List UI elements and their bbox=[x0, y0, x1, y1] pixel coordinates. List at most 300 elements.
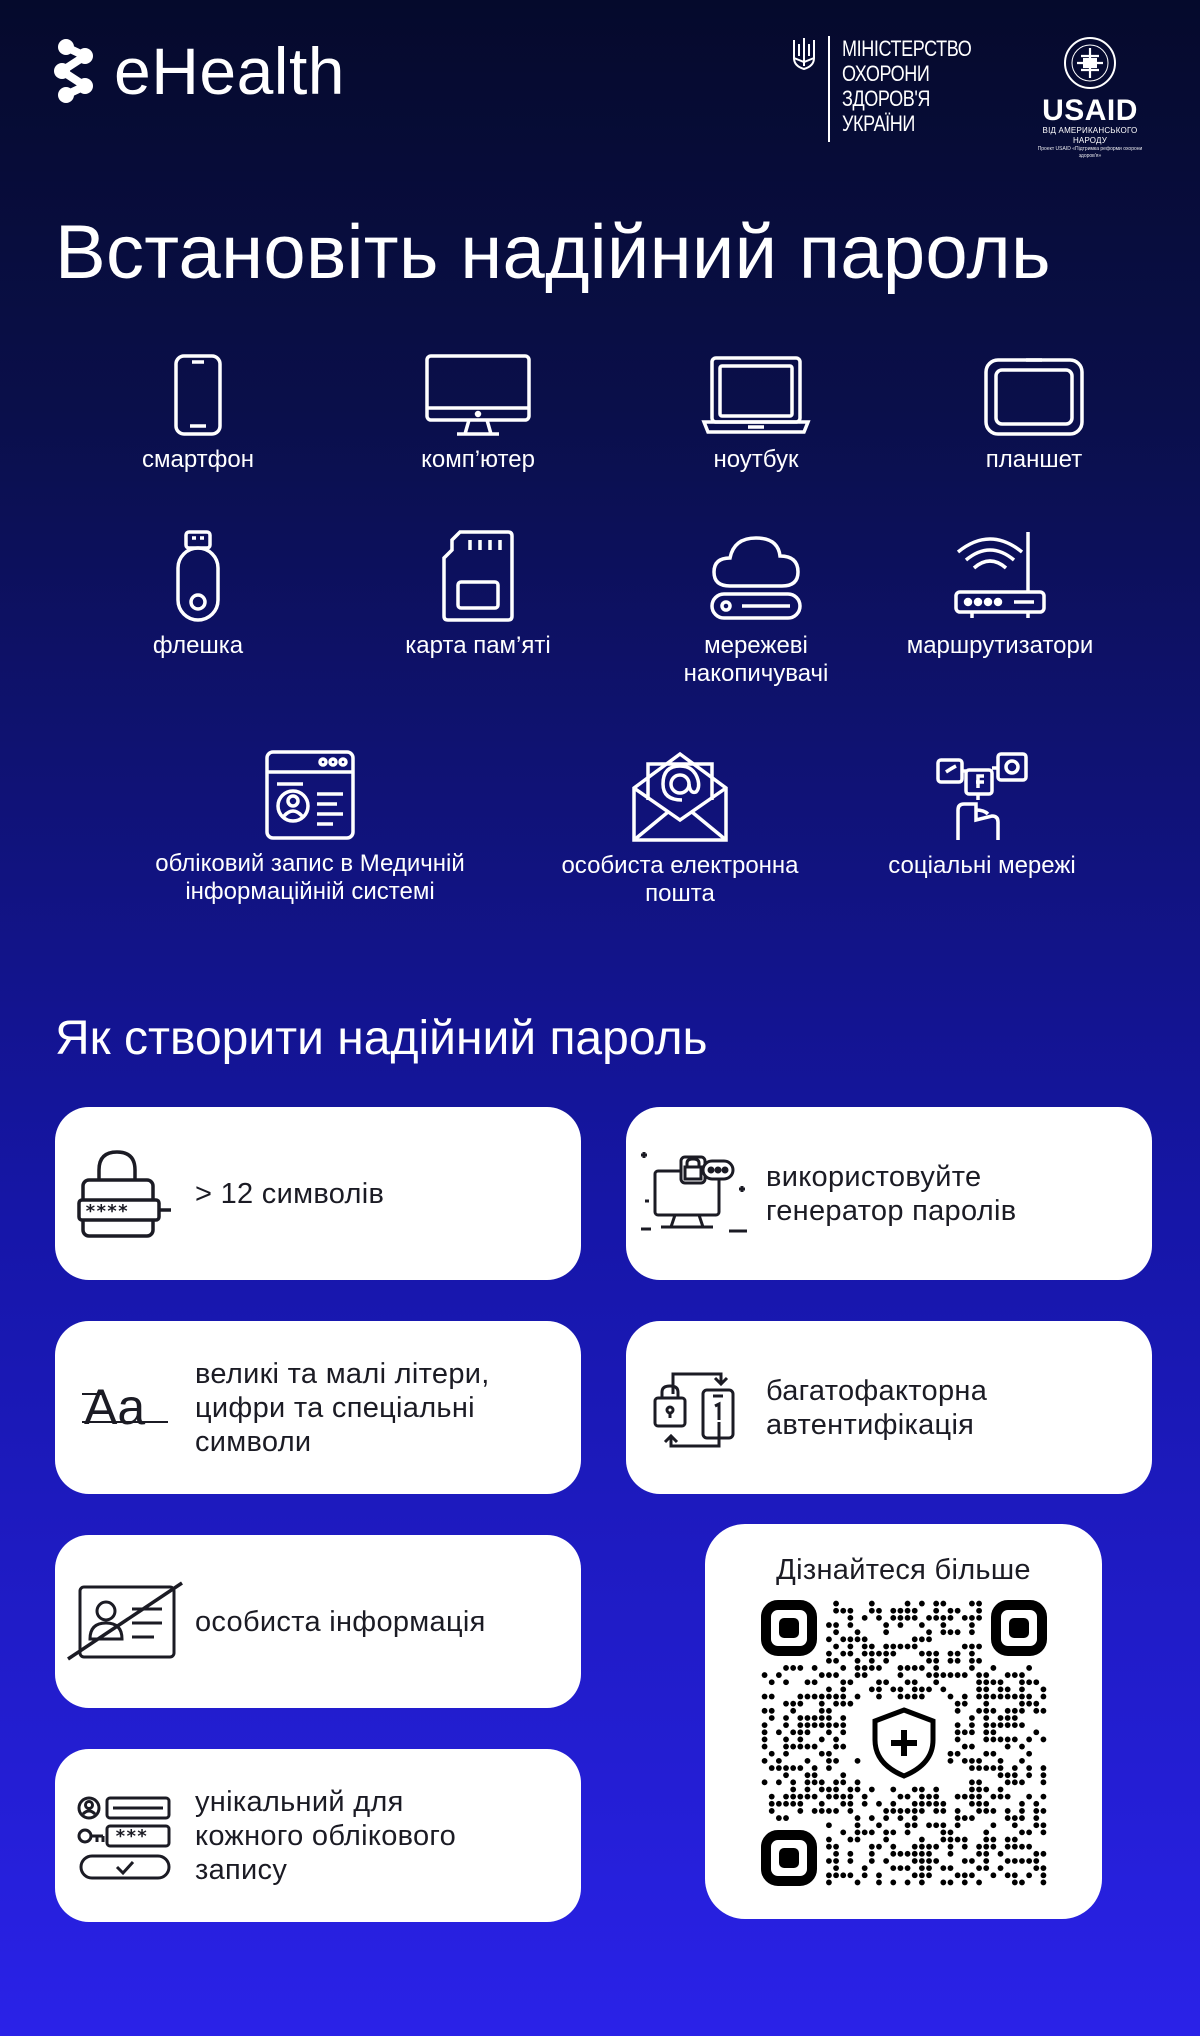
qr-module bbox=[983, 1722, 989, 1728]
qr-module bbox=[898, 1686, 904, 1692]
qr-module bbox=[933, 1672, 939, 1678]
qr-module bbox=[1019, 1880, 1025, 1886]
qr-module bbox=[1019, 1744, 1025, 1750]
email-envelope-icon bbox=[630, 748, 730, 844]
qr-module bbox=[955, 1815, 961, 1821]
qr-module bbox=[1033, 1801, 1039, 1807]
qr-module bbox=[833, 1622, 839, 1628]
tip-card-generator bbox=[626, 1107, 1152, 1280]
qr-module bbox=[876, 1651, 882, 1657]
qr-module bbox=[797, 1694, 803, 1700]
qr-module bbox=[976, 1615, 982, 1621]
qr-module bbox=[948, 1880, 954, 1886]
qr-module bbox=[805, 1679, 811, 1685]
qr-module bbox=[926, 1615, 932, 1621]
qr-module bbox=[1012, 1672, 1018, 1678]
qr-module bbox=[1005, 1815, 1011, 1821]
qr-module bbox=[890, 1829, 896, 1835]
qr-module bbox=[869, 1651, 875, 1657]
qr-module bbox=[905, 1829, 911, 1835]
qr-module bbox=[1019, 1844, 1025, 1850]
usb-flash-icon bbox=[168, 528, 228, 624]
qr-module bbox=[926, 1822, 932, 1828]
qr-module bbox=[876, 1872, 882, 1878]
qr-module bbox=[898, 1672, 904, 1678]
qr-module bbox=[769, 1765, 775, 1771]
qr-module bbox=[847, 1679, 853, 1685]
qr-module bbox=[983, 1672, 989, 1678]
qr-module bbox=[1026, 1665, 1032, 1671]
qr-module bbox=[776, 1801, 782, 1807]
qr-module bbox=[826, 1708, 832, 1714]
qr-module bbox=[847, 1872, 853, 1878]
qr-module bbox=[948, 1615, 954, 1621]
page-title: Встановіть надійний пароль bbox=[55, 210, 1051, 295]
qr-module bbox=[948, 1837, 954, 1843]
qr-module bbox=[962, 1837, 968, 1843]
tip-card-mfa bbox=[626, 1321, 1152, 1494]
tablet-icon bbox=[982, 352, 1086, 438]
qr-module bbox=[976, 1765, 982, 1771]
qr-module bbox=[1033, 1858, 1039, 1864]
qr-module bbox=[905, 1644, 911, 1650]
qr-module bbox=[976, 1794, 982, 1800]
qr-module bbox=[990, 1837, 996, 1843]
qr-module bbox=[933, 1608, 939, 1614]
qr-module bbox=[933, 1665, 939, 1671]
qr-module bbox=[840, 1722, 846, 1728]
qr-module bbox=[876, 1615, 882, 1621]
qr-card[interactable] bbox=[705, 1524, 1102, 1919]
qr-module bbox=[840, 1694, 846, 1700]
qr-module bbox=[1026, 1701, 1032, 1707]
qr-module bbox=[998, 1679, 1004, 1685]
qr-module bbox=[1019, 1801, 1025, 1807]
tip-text: використовуйте генератор паролів bbox=[766, 1160, 1017, 1227]
letters-aa-icon bbox=[80, 1378, 170, 1438]
qr-module bbox=[876, 1686, 882, 1692]
device-router: маршрутизатори bbox=[880, 528, 1120, 660]
ministry-divider bbox=[828, 36, 830, 142]
qr-module bbox=[855, 1779, 861, 1785]
qr-module bbox=[805, 1787, 811, 1793]
qr-module bbox=[847, 1858, 853, 1864]
account-window-icon bbox=[263, 748, 357, 842]
qr-module bbox=[912, 1858, 918, 1864]
qr-module bbox=[962, 1729, 968, 1735]
qr-module bbox=[847, 1701, 853, 1707]
qr-module bbox=[776, 1779, 782, 1785]
qr-module bbox=[847, 1851, 853, 1857]
qr-module bbox=[976, 1686, 982, 1692]
qr-module bbox=[969, 1651, 975, 1657]
qr-module bbox=[890, 1787, 896, 1793]
qr-module bbox=[962, 1815, 968, 1821]
qr-module bbox=[1019, 1779, 1025, 1785]
qr-module bbox=[962, 1615, 968, 1621]
qr-module bbox=[1019, 1701, 1025, 1707]
qr-module bbox=[1005, 1837, 1011, 1843]
qr-module bbox=[948, 1865, 954, 1871]
qr-module bbox=[955, 1751, 961, 1757]
tip-text: унікальний для кожного облікового запису bbox=[195, 1785, 457, 1886]
qr-module bbox=[990, 1872, 996, 1878]
network-storage-icon bbox=[706, 528, 806, 624]
qr-module bbox=[797, 1808, 803, 1814]
qr-module bbox=[1033, 1865, 1039, 1871]
qr-module bbox=[948, 1758, 954, 1764]
ministry-name: МІНІСТЕРСТВО ОХОРОНИ ЗДОРОВ'Я УКРАЇНИ bbox=[842, 36, 972, 136]
qr-module bbox=[912, 1608, 918, 1614]
qr-module bbox=[1026, 1829, 1032, 1835]
qr-module bbox=[983, 1708, 989, 1714]
qr-module bbox=[776, 1758, 782, 1764]
qr-module bbox=[962, 1672, 968, 1678]
qr-module bbox=[898, 1794, 904, 1800]
qr-module bbox=[990, 1737, 996, 1743]
qr-module bbox=[840, 1729, 846, 1735]
qr-module bbox=[783, 1772, 789, 1778]
qr-module bbox=[762, 1672, 768, 1678]
qr-module bbox=[1005, 1744, 1011, 1750]
qr-module bbox=[976, 1851, 982, 1857]
qr-module bbox=[826, 1872, 832, 1878]
qr-module bbox=[883, 1837, 889, 1843]
qr-module bbox=[955, 1822, 961, 1828]
qr-module bbox=[983, 1801, 989, 1807]
qr-module bbox=[883, 1808, 889, 1814]
qr-module bbox=[940, 1801, 946, 1807]
qr-module bbox=[912, 1665, 918, 1671]
qr-module bbox=[826, 1880, 832, 1886]
qr-module bbox=[1026, 1694, 1032, 1700]
qr-module bbox=[790, 1701, 796, 1707]
qr-module bbox=[898, 1808, 904, 1814]
qr-module bbox=[969, 1658, 975, 1664]
qr-module bbox=[955, 1701, 961, 1707]
qr-module bbox=[762, 1779, 768, 1785]
qr-module bbox=[812, 1765, 818, 1771]
qr-module bbox=[862, 1665, 868, 1671]
qr-module bbox=[969, 1629, 975, 1635]
qr-module bbox=[826, 1758, 832, 1764]
device-laptop: ноутбук bbox=[636, 352, 876, 474]
qr-module bbox=[833, 1672, 839, 1678]
qr-module bbox=[912, 1844, 918, 1850]
qr-module bbox=[833, 1629, 839, 1635]
qr-module bbox=[826, 1822, 832, 1828]
qr-module bbox=[833, 1744, 839, 1750]
qr-module bbox=[926, 1686, 932, 1692]
qr-module bbox=[969, 1794, 975, 1800]
qr-module bbox=[1041, 1822, 1047, 1828]
qr-module bbox=[883, 1815, 889, 1821]
section-title: Як створити надійний пароль bbox=[55, 1012, 708, 1065]
qr-module bbox=[1012, 1708, 1018, 1714]
qr-module bbox=[955, 1808, 961, 1814]
qr-module bbox=[826, 1751, 832, 1757]
qr-module bbox=[783, 1751, 789, 1757]
qr-module bbox=[1005, 1794, 1011, 1800]
qr-module bbox=[1012, 1822, 1018, 1828]
qr-module bbox=[819, 1722, 825, 1728]
qr-module bbox=[855, 1672, 861, 1678]
qr-module bbox=[840, 1636, 846, 1642]
qr-module bbox=[855, 1636, 861, 1642]
qr-module bbox=[940, 1622, 946, 1628]
qr-module bbox=[797, 1665, 803, 1671]
qr-module bbox=[962, 1758, 968, 1764]
qr-module bbox=[883, 1858, 889, 1864]
qr-module bbox=[948, 1608, 954, 1614]
qr-module bbox=[976, 1644, 982, 1650]
qr-module bbox=[998, 1715, 1004, 1721]
qr-module bbox=[876, 1608, 882, 1614]
qr-module bbox=[862, 1644, 868, 1650]
qr-module bbox=[926, 1651, 932, 1657]
qr-module bbox=[948, 1651, 954, 1657]
qr-module bbox=[912, 1644, 918, 1650]
qr-module bbox=[976, 1601, 982, 1607]
qr-module bbox=[805, 1744, 811, 1750]
qr-module bbox=[1005, 1808, 1011, 1814]
qr-module bbox=[869, 1851, 875, 1857]
qr-module bbox=[912, 1815, 918, 1821]
qr-module bbox=[912, 1686, 918, 1692]
device-network-storage: мережеві накопичувачі bbox=[636, 528, 876, 688]
qr-module bbox=[883, 1829, 889, 1835]
qr-module bbox=[919, 1872, 925, 1878]
qr-module bbox=[855, 1694, 861, 1700]
qr-module bbox=[990, 1665, 996, 1671]
qr-module bbox=[769, 1679, 775, 1685]
qr-module bbox=[790, 1794, 796, 1800]
qr-module bbox=[1012, 1715, 1018, 1721]
qr-module bbox=[969, 1729, 975, 1735]
qr-module bbox=[862, 1651, 868, 1657]
qr-module bbox=[1041, 1808, 1047, 1814]
qr-code[interactable] bbox=[761, 1600, 1047, 1886]
qr-module bbox=[805, 1729, 811, 1735]
qr-module bbox=[819, 1787, 825, 1793]
qr-module bbox=[926, 1865, 932, 1871]
qr-module bbox=[905, 1851, 911, 1857]
device-email: особиста електронна пошта bbox=[560, 748, 800, 908]
qr-module bbox=[826, 1722, 832, 1728]
qr-module bbox=[833, 1787, 839, 1793]
qr-module bbox=[855, 1880, 861, 1886]
qr-module bbox=[805, 1694, 811, 1700]
qr-module bbox=[783, 1722, 789, 1728]
qr-module bbox=[1033, 1851, 1039, 1857]
qr-module bbox=[976, 1672, 982, 1678]
qr-module bbox=[976, 1844, 982, 1850]
qr-module bbox=[1033, 1808, 1039, 1814]
qr-module bbox=[762, 1744, 768, 1750]
qr-module bbox=[826, 1715, 832, 1721]
qr-module bbox=[898, 1615, 904, 1621]
qr-module bbox=[976, 1708, 982, 1714]
qr-module bbox=[969, 1622, 975, 1628]
qr-module bbox=[919, 1880, 925, 1886]
qr-module bbox=[762, 1722, 768, 1728]
qr-module bbox=[847, 1644, 853, 1650]
qr-module bbox=[983, 1837, 989, 1843]
qr-module bbox=[840, 1686, 846, 1692]
multifactor-auth-icon bbox=[651, 1360, 741, 1456]
qr-module bbox=[905, 1794, 911, 1800]
qr-module bbox=[912, 1801, 918, 1807]
qr-module bbox=[933, 1844, 939, 1850]
qr-module bbox=[933, 1794, 939, 1800]
qr-module bbox=[955, 1651, 961, 1657]
qr-module bbox=[919, 1665, 925, 1671]
qr-module bbox=[940, 1822, 946, 1828]
qr-module bbox=[969, 1872, 975, 1878]
qr-module bbox=[905, 1694, 911, 1700]
qr-module bbox=[990, 1722, 996, 1728]
ehealth-mark-icon bbox=[52, 38, 94, 104]
qr-module bbox=[976, 1865, 982, 1871]
qr-module bbox=[855, 1758, 861, 1764]
qr-module bbox=[819, 1779, 825, 1785]
qr-module bbox=[1012, 1837, 1018, 1843]
qr-module bbox=[919, 1622, 925, 1628]
qr-module bbox=[833, 1865, 839, 1871]
qr-module bbox=[976, 1787, 982, 1793]
device-tablet: планшет bbox=[914, 352, 1154, 474]
qr-module bbox=[890, 1844, 896, 1850]
qr-module bbox=[869, 1815, 875, 1821]
qr-module bbox=[812, 1679, 818, 1685]
qr-module bbox=[1019, 1815, 1025, 1821]
qr-module bbox=[1026, 1679, 1032, 1685]
qr-module bbox=[783, 1801, 789, 1807]
qr-module bbox=[776, 1729, 782, 1735]
qr-module bbox=[1005, 1708, 1011, 1714]
unique-credentials-icon bbox=[75, 1788, 175, 1884]
qr-module bbox=[826, 1658, 832, 1664]
qr-module bbox=[898, 1665, 904, 1671]
qr-module bbox=[855, 1787, 861, 1793]
qr-module bbox=[969, 1787, 975, 1793]
qr-module bbox=[876, 1679, 882, 1685]
qr-module bbox=[905, 1865, 911, 1871]
qr-module bbox=[962, 1880, 968, 1886]
qr-module bbox=[1026, 1872, 1032, 1878]
qr-module bbox=[983, 1729, 989, 1735]
qr-module bbox=[1019, 1672, 1025, 1678]
qr-module bbox=[862, 1794, 868, 1800]
qr-module bbox=[948, 1658, 954, 1664]
qr-module bbox=[797, 1729, 803, 1735]
qr-module bbox=[1026, 1794, 1032, 1800]
qr-module bbox=[969, 1765, 975, 1771]
qr-module bbox=[898, 1694, 904, 1700]
qr-module bbox=[998, 1851, 1004, 1857]
qr-module bbox=[833, 1844, 839, 1850]
qr-module bbox=[819, 1715, 825, 1721]
qr-module bbox=[876, 1880, 882, 1886]
usaid-name: USAID bbox=[1042, 94, 1138, 127]
qr-module bbox=[790, 1729, 796, 1735]
qr-module bbox=[990, 1765, 996, 1771]
qr-module bbox=[990, 1844, 996, 1850]
qr-module bbox=[912, 1787, 918, 1793]
qr-module bbox=[955, 1658, 961, 1664]
qr-module bbox=[983, 1844, 989, 1850]
qr-module bbox=[819, 1801, 825, 1807]
qr-module bbox=[833, 1737, 839, 1743]
social-networks-icon bbox=[932, 748, 1032, 844]
qr-module bbox=[912, 1872, 918, 1878]
qr-module bbox=[776, 1765, 782, 1771]
qr-module bbox=[869, 1829, 875, 1835]
device-social-networks: соціальні мережі bbox=[862, 748, 1102, 880]
qr-module bbox=[912, 1808, 918, 1814]
qr-module bbox=[1012, 1694, 1018, 1700]
qr-module bbox=[955, 1872, 961, 1878]
qr-module bbox=[762, 1694, 768, 1700]
qr-module bbox=[783, 1715, 789, 1721]
qr-module bbox=[1005, 1779, 1011, 1785]
qr-module bbox=[983, 1701, 989, 1707]
qr-module bbox=[1005, 1737, 1011, 1743]
qr-module bbox=[783, 1737, 789, 1743]
qr-module bbox=[1019, 1808, 1025, 1814]
qr-module bbox=[948, 1629, 954, 1635]
qr-module bbox=[933, 1858, 939, 1864]
qr-module bbox=[905, 1665, 911, 1671]
qr-module bbox=[790, 1779, 796, 1785]
qr-module bbox=[890, 1801, 896, 1807]
qr-module bbox=[1012, 1844, 1018, 1850]
device-computer: комп’ютер bbox=[358, 352, 598, 474]
qr-module bbox=[912, 1679, 918, 1685]
qr-module bbox=[933, 1787, 939, 1793]
qr-module bbox=[847, 1808, 853, 1814]
qr-module bbox=[898, 1851, 904, 1857]
qr-module bbox=[933, 1679, 939, 1685]
qr-module bbox=[940, 1837, 946, 1843]
qr-module bbox=[1041, 1686, 1047, 1692]
qr-module bbox=[876, 1822, 882, 1828]
qr-module bbox=[840, 1794, 846, 1800]
qr-module bbox=[998, 1794, 1004, 1800]
qr-module bbox=[919, 1636, 925, 1642]
qr-module bbox=[1041, 1694, 1047, 1700]
qr-module bbox=[876, 1694, 882, 1700]
qr-module bbox=[940, 1601, 946, 1607]
qr-module bbox=[826, 1794, 832, 1800]
qr-module bbox=[905, 1601, 911, 1607]
qr-module bbox=[962, 1858, 968, 1864]
qr-module bbox=[862, 1872, 868, 1878]
device-smartphone: смартфон bbox=[78, 352, 318, 474]
qr-module bbox=[933, 1822, 939, 1828]
qr-module bbox=[955, 1672, 961, 1678]
qr-module bbox=[926, 1872, 932, 1878]
qr-module bbox=[962, 1844, 968, 1850]
qr-module bbox=[876, 1844, 882, 1850]
qr-module bbox=[898, 1815, 904, 1821]
qr-module bbox=[962, 1694, 968, 1700]
qr-module bbox=[883, 1644, 889, 1650]
qr-module bbox=[919, 1686, 925, 1692]
qr-module bbox=[883, 1679, 889, 1685]
qr-module bbox=[969, 1758, 975, 1764]
qr-module bbox=[940, 1808, 946, 1814]
